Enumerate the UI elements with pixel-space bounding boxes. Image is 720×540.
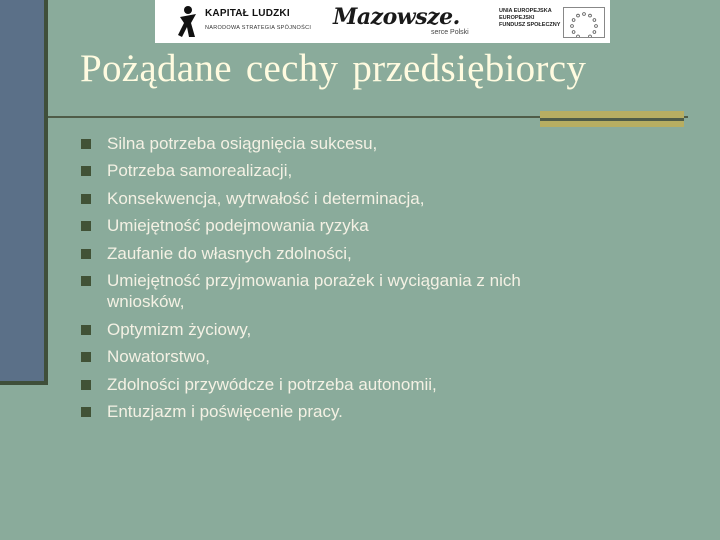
bullet-text: Zdolności przywódcze i potrzeba autonomii,	[107, 374, 437, 394]
bullet-square-icon	[81, 249, 91, 259]
kapital-ludzki-title: KAPITAŁ LUDZKI	[205, 8, 290, 19]
bullet-square-icon	[81, 194, 91, 204]
bullet-square-icon	[81, 276, 91, 286]
eu-logo-line: FUNDUSZ SPOŁECZNY	[499, 22, 561, 28]
left-accent-bar	[0, 0, 44, 385]
bullet-text: Umiejętność przyjmowania porażek i wyciągania z nich wniosków,	[107, 270, 521, 312]
bullet-square-icon	[81, 325, 91, 335]
bullet-item	[80, 133, 700, 155]
kapital-ludzki-figure-icon	[177, 5, 199, 39]
mazowsze-logo	[333, 2, 483, 42]
bullet-text: Umiejętność podejmowania ryzyka	[107, 216, 369, 236]
bullet-text: Nowatorstwo,	[107, 347, 210, 367]
bullet-square-icon	[81, 166, 91, 176]
left-accent-line	[44, 0, 48, 385]
bullet-item	[80, 215, 700, 237]
logo-banner	[155, 0, 610, 43]
slide-title: Pożądane cechy przedsiębiorcy	[80, 47, 587, 90]
bullet-text: Entuzjazm i poświęcenie pracy.	[107, 402, 343, 422]
bullet-list	[80, 133, 700, 428]
eu-logo-text	[499, 8, 559, 29]
bullet-item	[80, 374, 700, 396]
mazowsze-tagline: serce Polski	[431, 29, 469, 36]
mazowsze-wordmark: Mazowsze.	[333, 4, 460, 30]
bullet-text: Konsekwencja, wytrwałość i determinacja,	[107, 188, 425, 208]
left-accent-bottom-line	[0, 381, 48, 385]
bullet-item	[80, 243, 700, 265]
eu-logo-line: EUROPEJSKI	[499, 15, 535, 21]
bullet-text: Optymizm życiowy,	[107, 319, 252, 339]
bullet-square-icon	[81, 407, 91, 417]
bullet-text: Zaufanie do własnych zdolności,	[107, 243, 352, 263]
title-divider-accent-line	[540, 118, 684, 121]
bullet-item	[80, 270, 592, 313]
bullet-item	[80, 401, 700, 423]
bullet-item	[80, 319, 700, 341]
bullet-text: Potrzeba samorealizacji,	[107, 161, 293, 181]
bullet-square-icon	[81, 380, 91, 390]
eu-logo-line: UNIA EUROPEJSKA	[499, 8, 552, 14]
bullet-item	[80, 188, 700, 210]
eu-flag-icon	[563, 7, 605, 38]
bullet-item	[80, 346, 700, 368]
bullet-square-icon	[81, 352, 91, 362]
bullet-square-icon	[81, 221, 91, 231]
kapital-ludzki-logo	[173, 3, 323, 41]
eu-logo	[497, 5, 607, 39]
bullet-text: Silna potrzeba osiągnięcia sukcesu,	[107, 134, 378, 153]
bullet-square-icon	[81, 139, 91, 149]
bullet-item	[80, 160, 700, 182]
kapital-ludzki-subtitle: NARODOWA STRATEGIA SPÓJNOŚCI	[205, 25, 312, 31]
